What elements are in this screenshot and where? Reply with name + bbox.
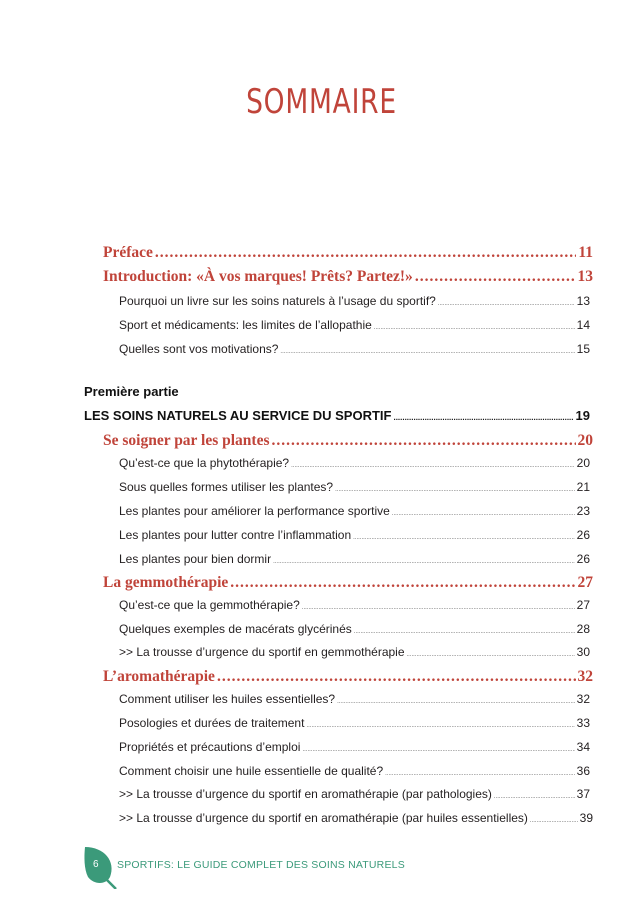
toc-subentry[interactable] <box>119 598 590 620</box>
dot-leader <box>335 487 575 493</box>
toc-subentry[interactable] <box>119 716 590 738</box>
toc-page-number: 37 <box>576 787 590 801</box>
toc-part-entry[interactable] <box>84 408 590 430</box>
running-title: SPORTIFS: LE GUIDE COMPLET DES SOINS NATURELS <box>117 859 405 871</box>
toc-subentry[interactable] <box>119 692 590 714</box>
toc-page-number: 13 <box>576 294 590 308</box>
toc-subentry-label: Comment choisir une huile essentielle de qualité? <box>119 764 384 778</box>
toc-chapter[interactable] <box>103 668 593 692</box>
toc-page-number: 19 <box>575 408 590 423</box>
toc-entry-label: Introduction: «À vos marques! Prêts? Partez!» <box>103 268 413 285</box>
toc-subentry[interactable] <box>119 787 590 809</box>
toc-subentry[interactable] <box>119 528 590 550</box>
dot-leader <box>353 535 575 541</box>
dot-leader <box>291 463 575 469</box>
dot-leader <box>530 818 578 824</box>
toc-page-number: 11 <box>578 244 593 261</box>
toc-subentry[interactable] <box>119 480 590 502</box>
dot-leader <box>494 794 575 800</box>
toc-page-number: 33 <box>576 716 590 730</box>
toc-page-number: 27 <box>576 598 590 612</box>
page-number: 6 <box>93 859 99 870</box>
toc-page-number: 26 <box>576 528 590 542</box>
toc-subentry[interactable] <box>119 342 590 364</box>
toc-page-number: 32 <box>577 668 593 685</box>
dot-leader <box>438 301 575 307</box>
toc-subentry-label: Qu’est-ce que la phytothérapie? <box>119 456 290 470</box>
toc-subentry-label: Comment utiliser les huiles essentielles? <box>119 692 336 706</box>
toc-page-number: 32 <box>576 692 590 706</box>
toc-entry-label: Préface <box>103 244 153 261</box>
toc-subentry-label: >> La trousse d’urgence du sportif en gemmothérapie <box>119 645 405 659</box>
toc-chapter[interactable] <box>103 432 593 456</box>
toc-subentry-label: Propriétés et précautions d’emploi <box>119 740 301 754</box>
toc-subentry[interactable] <box>119 504 590 526</box>
toc-subentry-label: >> La trousse d’urgence du sportif en aromathérapie (par huiles essentielles) <box>119 811 528 825</box>
dot-leader <box>385 771 574 777</box>
toc-subentry-label: Sport et médicaments: les limites de l’allopathie <box>119 318 372 332</box>
dot-leader <box>302 605 575 611</box>
toc-chapter[interactable] <box>103 574 593 598</box>
dot-leader <box>392 511 575 517</box>
dot-leader <box>407 652 575 658</box>
toc-subentry[interactable] <box>119 764 590 786</box>
toc-page-number: 36 <box>576 764 590 778</box>
toc-chapter-label: Se soigner par les plantes <box>103 432 270 449</box>
dot-leader <box>155 244 576 262</box>
dot-leader <box>374 325 575 331</box>
toc-page-number: 30 <box>576 645 590 659</box>
toc-page-number: 28 <box>576 622 590 636</box>
toc-page-number: 15 <box>576 342 590 356</box>
toc-subentry-label: Posologies et durées de traitement <box>119 716 305 730</box>
toc-page-number: 21 <box>576 480 590 494</box>
toc-page-number: 14 <box>576 318 590 332</box>
toc-chapter-label: La gemmothérapie <box>103 574 229 591</box>
toc-subentry[interactable] <box>119 811 593 833</box>
dot-leader <box>337 699 575 705</box>
toc-subentry[interactable] <box>119 552 590 574</box>
toc-page-number: 13 <box>577 268 593 285</box>
toc-subentry[interactable] <box>119 294 590 316</box>
toc-subentry-label: Quelques exemples de macérats glycérinés <box>119 622 352 636</box>
dot-leader <box>302 747 574 753</box>
page-footer <box>82 845 482 889</box>
toc-subentry-label: Pourquoi un livre sur les soins naturels à l’usage du sportif? <box>119 294 436 308</box>
toc-subentry[interactable] <box>119 740 590 762</box>
page-title: SOMMAIRE <box>246 82 397 122</box>
part-title: LES SOINS NATURELS AU SERVICE DU SPORTIF <box>84 408 392 423</box>
dot-leader <box>273 559 575 565</box>
toc-subentry-label: >> La trousse d’urgence du sportif en aromathérapie (par pathologies) <box>119 787 492 801</box>
toc-entry-preface[interactable] <box>103 244 593 268</box>
dot-leader <box>306 723 574 729</box>
dot-leader <box>230 574 575 592</box>
part-label: Première partie <box>84 384 179 399</box>
toc-page-number: 20 <box>576 456 590 470</box>
toc-page-number: 39 <box>579 811 593 825</box>
toc-page-number: 34 <box>576 740 590 754</box>
toc-subentry-label: Sous quelles formes utiliser les plantes? <box>119 480 334 494</box>
toc-entry-introduction[interactable] <box>103 268 593 292</box>
dot-leader <box>354 629 575 635</box>
toc-subentry-label: Quelles sont vos motivations? <box>119 342 279 356</box>
dot-leader <box>415 268 576 286</box>
toc-page-number: 26 <box>576 552 590 566</box>
toc-subentry-label: Les plantes pour bien dormir <box>119 552 272 566</box>
toc-subentry[interactable] <box>119 622 590 644</box>
dot-leader <box>393 413 573 422</box>
dot-leader <box>272 432 576 450</box>
leaf-icon <box>82 845 122 889</box>
toc-chapter-label: L’aromathérapie <box>103 668 215 685</box>
dot-leader <box>280 349 574 355</box>
toc-page-number: 20 <box>577 432 593 449</box>
toc-page-number: 27 <box>577 574 593 591</box>
toc-page-number: 23 <box>576 504 590 518</box>
toc-subentry-label: Les plantes pour lutter contre l’inflammation <box>119 528 352 542</box>
dot-leader <box>217 668 576 686</box>
toc-subentry[interactable] <box>119 645 590 667</box>
toc-subentry-label: Les plantes pour améliorer la performance sportive <box>119 504 390 518</box>
toc-subentry[interactable] <box>119 318 590 340</box>
toc-subentry[interactable] <box>119 456 590 478</box>
toc-subentry-label: Qu’est-ce que la gemmothérapie? <box>119 598 300 612</box>
